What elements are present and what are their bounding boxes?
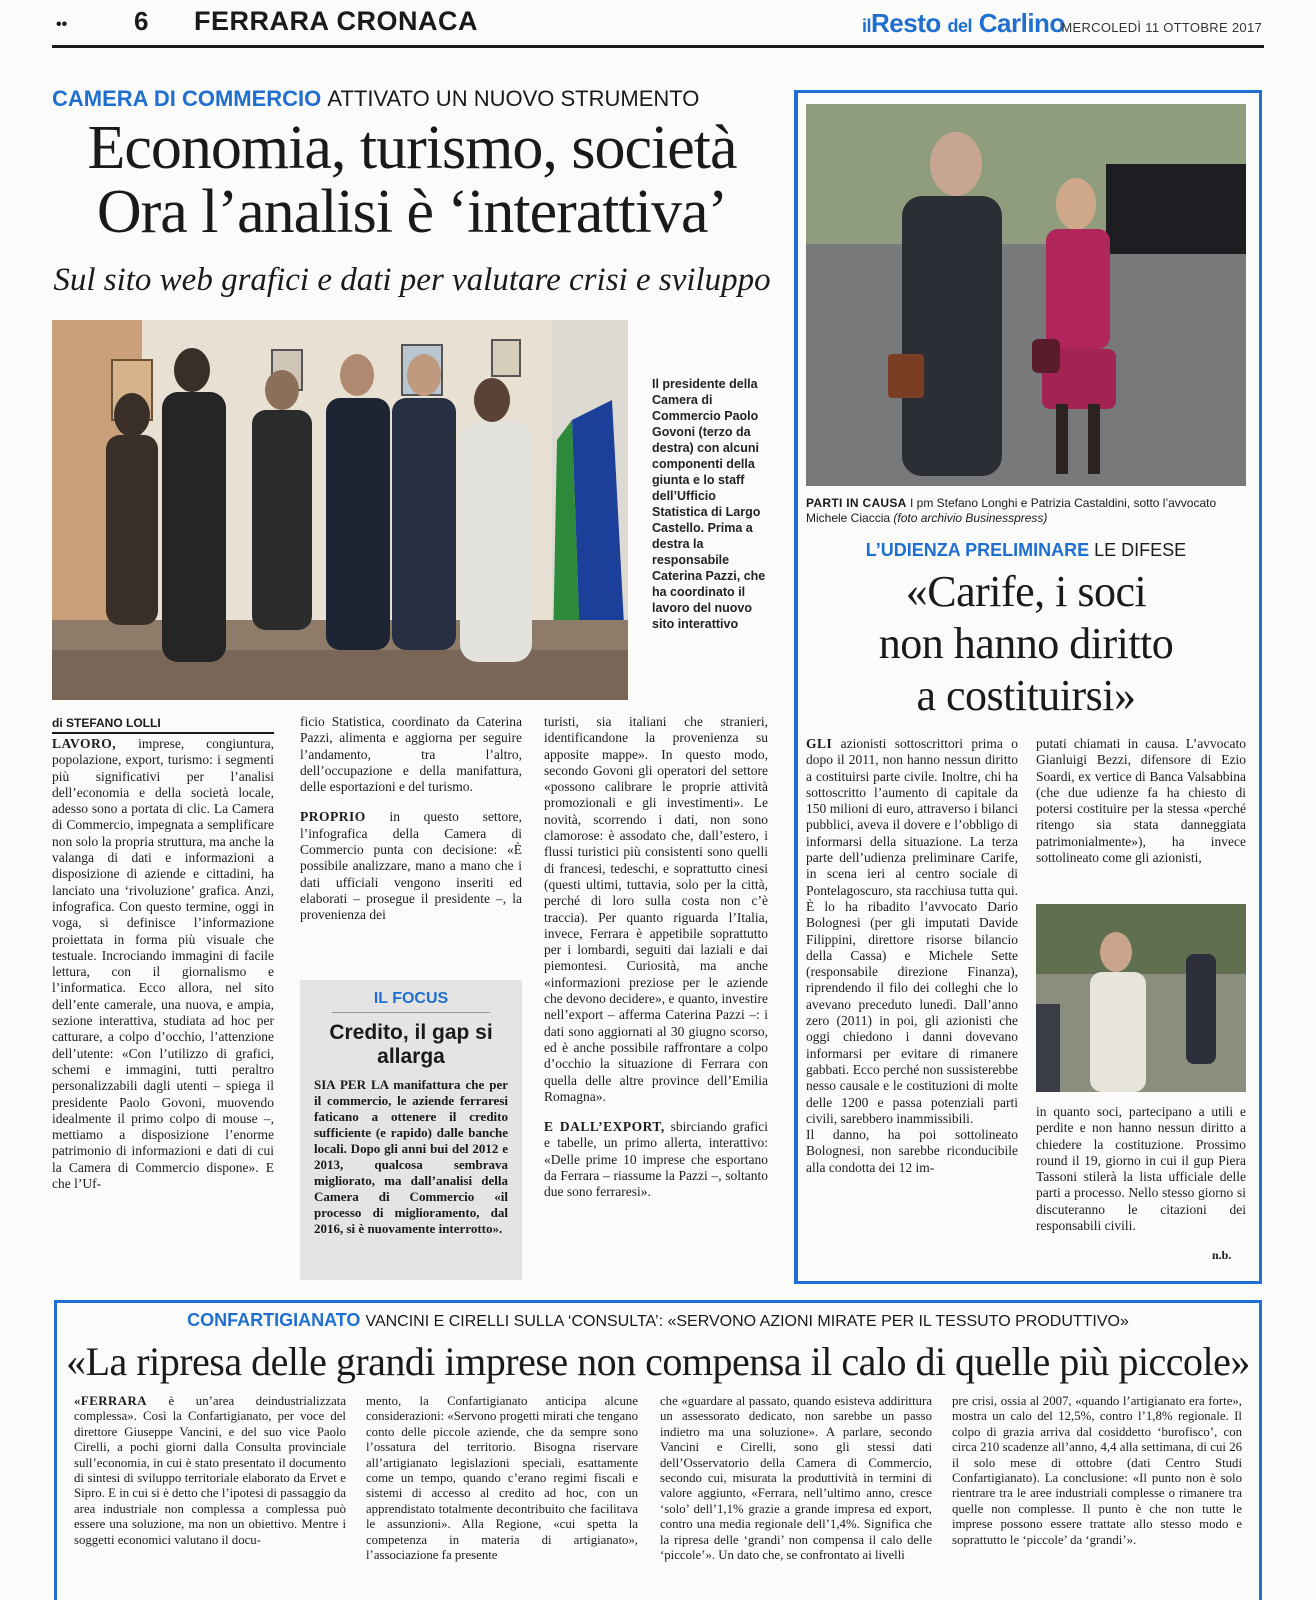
main-subheadline: Sul sito web grafici e dati per valutare crisi e sviluppo bbox=[53, 262, 771, 298]
main-column-2: ficio Statistica, coordinato da Caterina Pazzi, alimenta e aggiorna per seguire l’andamento, tra l’altro, dell’occupazione e della manifattura, delle esportazioni e del turismo. PROPRIO in questo settore, l’infografica della Camera di Commercio punta con decisione: «È possibile analizzare, mano a mano che i dati ufficiali vengono inseriti ed elaborati – prosegue il presidente –, la provenienza dei bbox=[300, 714, 522, 923]
section-title: FERRARA CRONACA bbox=[194, 6, 478, 36]
bottom-column-2: mento, la Confartigianato anticipa alcune considerazioni: «Servono progetti mirati che tengano conto delle piccole aziende, che da sempre sono l’ossatura del territorio. Bisogna riservare all’artigianato legislazioni speciali, esattamente come un tempo, quando c’erano regimi fiscali e sistemi di accesso al credito ad hoc, con un apprendistato totalmente decontribuito che facilitava le assunzioni». Alla Regione, «cui spetta la competenza in materia di artigianato», l’associazione fa presente bbox=[366, 1394, 638, 1563]
focus-title: Credito, il gap si allarga bbox=[329, 1021, 493, 1068]
carife-headline: «Carife, i soci non hanno diritto a costituirsi» bbox=[878, 567, 1174, 720]
lawyer-photo bbox=[1036, 904, 1246, 1092]
carife-column-2: putati chiamati in causa. L’avvocato Gianluigi Bezzi, difensore di Ezio Soardi, ex vertice di Banca Valsabbina (che due udienze fa ha chiesto di potersi costituire per la stessa «perché ritengo sia stata danneggiata patrimonialmente»), ha invece sottolineato come gli azionisti, bbox=[1036, 736, 1246, 866]
focus-box bbox=[300, 980, 522, 1280]
focus-body: SIA PER LA manifattura che per il commercio, le aziende ferraresi faticano a ottenere il credito sufficiente (e rapido) dalle banche locali. Dopo gli anni bui del 2012 e 2013, qualcosa sembrava migliorato, ma dall’analisi della Camera di Commercio «il processo di miglioramento, dal 2016, si è nuovamente interrotto». bbox=[314, 1077, 508, 1236]
carife-column-1: GLI azionisti sottoscrittori prima o dopo il 2011, non hanno nessun diritto a costituirsi parte civile. Inoltre, chi ha sottoscritto l’aumento di capitale da 150 milioni di euro, attraverso i bilanci pubblici, aveva il dovere e l’obbligo di informarsi della situazione. La terza parte dell’udienza preliminare Carife, in scena ieri al centro sociale di Pontelagoscuro, sta racchiusa tutta qui. È lo ha ribadito l’avvocato Dario Bolognesi (per gli imputati Davide Filippini, direttore risorse bilancio della Cassa) e Michele Sette (responsabile direzione Finanza), riprendendo il filo dei colleghi che lo avevano preceduto lunedì. Dall’anno zero (2011) in poi, gli azionisti che oggi chiedono i danni dovevano informarsi per evitare di rimanere gabbati. Ecco perché non sussisterebbe nesso causale e le costituzioni di molte delle 1200 e passa potenziali parti civili, sarebbero inammissibili. Il danno, ha poi sottolineato Bolognesi, non sarebbe riconducibile alla condotta dei 12 im- bbox=[806, 736, 1018, 1175]
carife-kicker: L’UDIENZA PRELIMINARE LE DIFESE bbox=[865, 540, 1187, 560]
masthead bbox=[52, 4, 1264, 48]
page-marker: •• bbox=[56, 16, 68, 33]
bottom-column-4: pre crisi, ossia al 2007, «quando l’artigianato era forte», mostra un calo del 12,5%, contro l’1,8% regionale. Il colpo di grazia arriva dal cosiddetto ‘burofisco’, con circa 210 scadenze all’anno, 4,4 alla settimana, di cui 26 il solo mese di ottobre (dati Centro Studi Confartigianato). La conclusione: «Il punto non è solo rientrare tra le aree industriali complesse o rimanere tra quelle non complesse. Il punto è che non tutte le imprese possono essere trattate allo stesso modo e soprattutto le ‘piccole’ da ‘grandi’». bbox=[952, 1394, 1242, 1547]
carife-column-2-continued: in quanto soci, partecipano a utili e perdite e non hanno nessun diritto a chiedere la costituzione. Prossimo round il 19, giorno in cui il gup Piera Tassoni stilerà la lista ufficiale delle parti a processo. Nello stesso giorno si discuteranno le citazioni dei responsabili civili. bbox=[1036, 1104, 1246, 1234]
courtroom-photo bbox=[806, 104, 1246, 486]
main-headline: Economia, turismo, società Ora l’analisi è ‘interattiva’ bbox=[87, 114, 737, 246]
issue-date: MERCOLEDÌ 11 OTTOBRE 2017 bbox=[1061, 20, 1262, 35]
newspaper-logo: ilResto del Carlino bbox=[862, 8, 1065, 38]
group-photo bbox=[52, 320, 628, 700]
confartigianato-headline: «La ripresa delle grandi imprese non compensa il calo di quelle più piccole» bbox=[66, 1339, 1250, 1384]
main-kicker: CAMERA DI COMMERCIO ATTIVATO UN NUOVO STRUMENTO bbox=[52, 86, 700, 111]
photo-caption: Il presidente della Camera di Commercio Paolo Govoni (terzo da destra) con alcuni componenti della giunta e lo staff dell’Ufficio Statistica di Largo Castello. Prima a destra la responsabile Caterina Pazzi, che ha coordinato il lavoro del nuovo sito interattivo bbox=[652, 377, 766, 631]
confartigianato-kicker: CONFARTIGIANATO VANCINI E CIRELLI SULLA ‘CONSULTA’: «SERVONO AZIONI MIRATE PER IL TESSUTO PRODUTTIVO» bbox=[187, 1310, 1129, 1330]
bottom-column-3: che «guardare al passato, quando esisteva addirittura un assessorato dedicato, non sarebbe un passo indietro ma una soluzione». A parlare, secondo Vancini e Cirelli, sono gli stessi dati dell’Osservatorio della Camera di Commercio, secondo cui, misurata la produttività in termini di valore aggiunto, «Ferrara, nell’ultimo anno, cresce ‘solo’ dell’1,1% grazie a grande impresa ed export, contro una media regionale dell’1,4%. Significa che la ripresa delle ‘grandi’ non compensa il calo delle ‘piccole’». Un dato che, se confrontato ai livelli bbox=[660, 1394, 932, 1563]
courtroom-caption: PARTI IN CAUSA I pm Stefano Longhi e Patrizia Castaldini, sotto l’avvocato Michele Ciaccia (foto archivio Businesspress) bbox=[806, 496, 1217, 525]
main-column-3: turisti, sia italiani che stranieri, identificandone la provenienza su apposite mappe». In questo modo, secondo Govoni gli operatori del settore «possono calibrare le proprie attività promozionali e gli investimenti». Le novità, scorrendo i dati, non sono clamorose: è assodato che, dall’estero, i flussi turistici più consistenti sono quelli di francesi, tedeschi, e soprattutto cinesi (questi ultimi, tuttavia, solo per la città, perché di loro sulla costa non c’è traccia). Per quanto riguarda l’Italia, invece, Ferrara è appetibile soprattutto per i lombardi, seguiti dai laziali e dai piemontesi. Curiosità, ma anche «informazioni preziose per le aziende che devono decidere», e quanto, investire nell’export – afferma Caterina Pazzi –: i dati sono aggiornati al 30 giugno scorso, ed è anche possibile raffrontare a colpo d’occhio la situazione di Ferrara con quella delle altre province dell’Emilia Romagna». E DALL’EXPORT, sbirciando grafici e tabelle, un primo allerta, interattivo: «Delle prime 10 imprese che esportano da Ferrara – riassume la Pazzi –, soltanto due sono ferraresi». bbox=[544, 714, 768, 1200]
byline: di STEFANO LOLLI bbox=[52, 716, 274, 734]
main-column-1: LAVORO, imprese, congiuntura, popolazione, export, turismo: i segmenti più significativi per l’analisi dell’economia e della società locale, adesso sono a portata di clic. La Camera di Commercio, impegnata a semplificare non solo la propria struttura, ma anche la valanga di dati e informazioni a disposizione di aziende e cittadini, ha lanciato una ‘rivoluzione’ grafica. Anzi, infografica. Con questo termine, oggi in voga, si definisce l’informazione proiettata in forma più visuale che testuale. Incrociando immagini di facile lettura, con il giornalismo e l’informatica. Ecco allora, nel sito dell’ente camerale, una nuova, e ampia, sezione interattiva, studiata ad hoc per catturare, a colpo d’occhio, l’attenzione dell’utente: «Con l’utilizzo di grafici, schemi e immagini, tutti peraltro personalizzabili dagli utenti – spiega il presidente Paolo Govoni, muovendo idealmente il primo colpo di mouse –, mettiamo a disposizione l’enorme patrimonio di informazioni e dati di cui la Camera di Commercio dispone». E che l’Uf- bbox=[52, 736, 274, 1192]
bottom-column-1: «FERRARA è un’area deindustrializzata complessa». Così la Confartigianato, per voce del direttore Giuseppe Vancini, e del suo vice Paolo Cirelli, a pochi giorni dalla Consulta provinciale sull’economia, in cui è stato presentato il documento di sintesi di sviluppo territoriale elaborato da Ervet e Sipro. E in cui si è detto che l’ipotesi di passaggio da area industriale non complessa a complessa può essere una soluzione, ma non un obiettivo. Mentre i soggetti economici valutano il docu- bbox=[74, 1394, 346, 1547]
signature: n.b. bbox=[1212, 1248, 1232, 1262]
page-number: 6 bbox=[134, 6, 149, 36]
focus-tag: IL FOCUS bbox=[332, 990, 490, 1013]
